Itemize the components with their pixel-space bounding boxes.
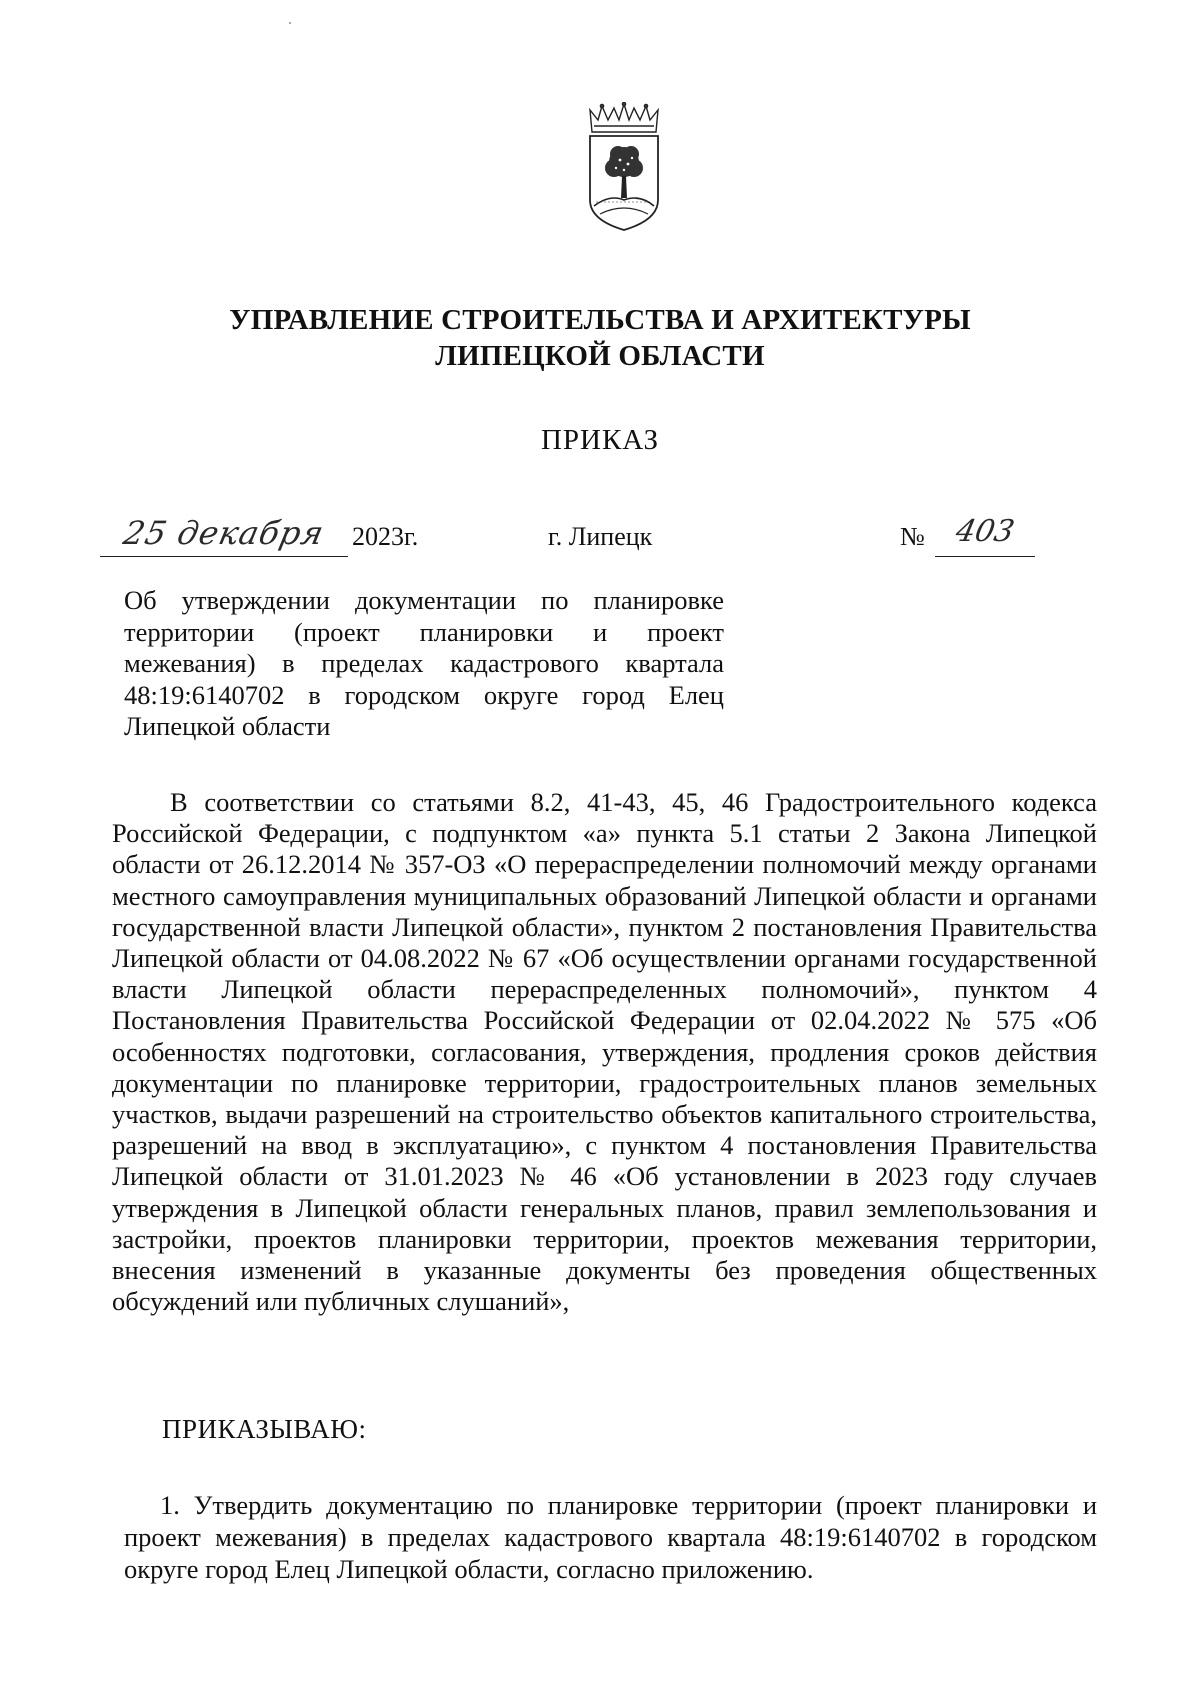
document-city: г. Липецк bbox=[548, 522, 653, 551]
date-underline bbox=[100, 556, 348, 557]
order-keyword: ПРИКАЗЫВАЮ: bbox=[162, 1414, 367, 1444]
order-item-1: 1. Утвердить документацию по планировке территории (проект планировки и проект межевания) в пределах кадастрового квартала 48:19:6140702 в городском округе город Елец Липецкой области, согласно приложению. bbox=[124, 1490, 1097, 1584]
document-subject: Об утверждении документации по планировке территории (проект планировки и проект межевания) в пределах кадастрового квартала 48:19:6140702 в городском округе город Елец Липецкой области bbox=[124, 585, 724, 741]
scan-speck bbox=[289, 22, 291, 24]
organization-title-line2: ЛИПЕЦКОЙ ОБЛАСТИ bbox=[435, 340, 765, 372]
handwritten-number: 403 bbox=[952, 514, 1018, 549]
organization-title-line1: УПРАВЛЕНИЕ СТРОИТЕЛЬСТВА И АРХИТЕКТУРЫ bbox=[229, 304, 971, 336]
handwritten-date: 25 декабря bbox=[120, 514, 328, 552]
preamble-paragraph: В соответствии со статьями 8.2, 41-43, 45, 46 Градостроительного кодекса Российской Федерации, с подпунктом «а» пункта 5.1 статьи 2 Закона Липецкой области от 26.12.2014 № 357-ОЗ «О перераспределении полномочий между органами местного самоуправления муниципальных образований Липецкой области и органами государственной власти Липецкой области», пунктом 2 постановления Правительства Липецкой области от 04.08.2022 № 67 «Об осуществлении органами государственной власти Липецкой области перераспределенных полномочий», пунктом 4 Постановления Правительства Российской Федерации от 02.04.2022 № 575 «Об особенностях подготовки, согласования, утверждения, продления сроков действия документации по планировке территории, градостроительных планов земельных участков, выдачи разрешений на строительство объектов капитального строительства, разрешений на ввод в эксплуатацию», с пунктом 4 постановления Правительства Липецкой области от 31.01.2023 № 46 «Об установлении в 2023 году случаев утверждения в Липецкой области генеральных планов, правил землепользования и застройки, проектов планировки территории, проектов межевания территории, внесения изменений в указанные документы без проведения общественных обсуждений или публичных слушаний», bbox=[112, 787, 1097, 1317]
number-underline bbox=[935, 556, 1035, 557]
number-sign: № bbox=[900, 522, 925, 551]
document-year: 2023г. bbox=[352, 522, 419, 551]
lipetsk-coat-of-arms-icon bbox=[586, 102, 662, 234]
document-type: ПРИКАЗ bbox=[540, 424, 660, 456]
organization-title bbox=[150, 302, 1050, 374]
